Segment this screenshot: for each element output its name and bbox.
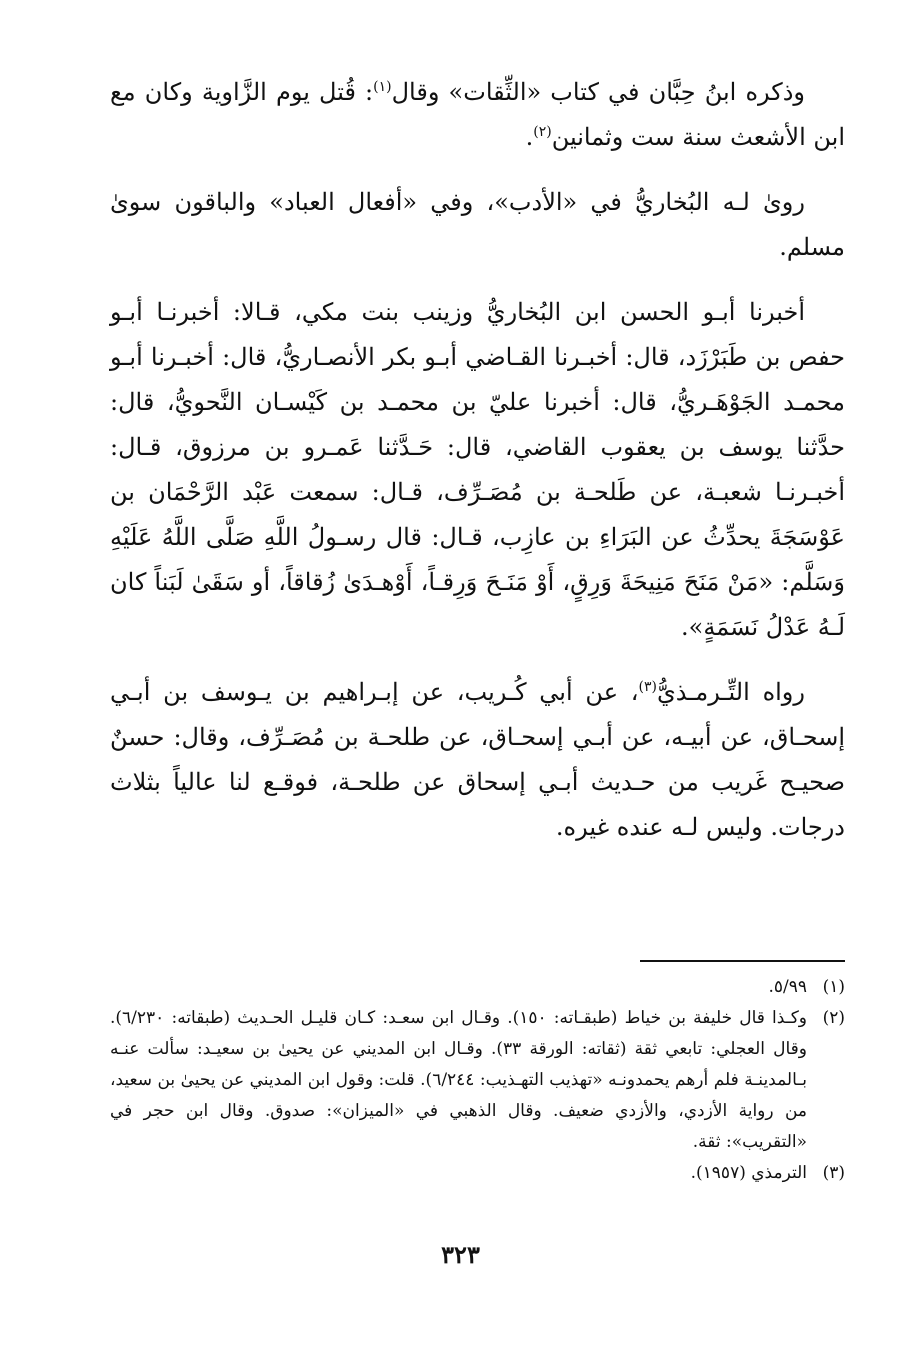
footnote-number: (٢) bbox=[822, 1008, 845, 1028]
footnote-number: (١) bbox=[822, 977, 845, 997]
main-text bbox=[110, 70, 845, 862]
footnote-ref-1: (١) bbox=[373, 79, 392, 95]
paragraph-text: أخبرنا أبـو الحسن ابن البُخاريُّ وزينب بنت مكي، قـالا: أخبرنـا أبـو حفص بن طَبَرْزَد، قال: أخبـرنا القـاضي أبـو بكر الأنصـاريُّ، قال: أخبـرنا أبـو محمـد الجَوْهَـريُّ، قال: أخبرنا عليّ بن محمـد بن كَيْسـان النَّحويُّ، قال: حدَّثنا يوسف بن يعقوب القاضي، قال: حَـدَّثنا عَمـرو بن مرزوق، قـال: أخبـرنـا شعبـة، عن طَلحـة بن مُصَـرِّف، قـال: سمعت عَبْد الرَّحْمَان بن عَوْسَجَةَ يحدِّثُ عن البَرَاءِ بن عازِب، قـال: قال رسـولُ اللَّهِ صَلَّى اللَّهُ عَلَيْهِ وَسَلَّم: «مَنْ مَنَحَ مَنِيحَةَ وَرِقٍ، أَوْ مَنَـحَ وَرِقـاً، أَوْهـدَىٰ زُقاقاً، أو سَقَىٰ لَبَناً كان لَـهُ عَدْلُ نَسَمَةٍ». bbox=[110, 298, 845, 641]
paragraph-text: : قُتل يوم الزَّاوية وكان مع ابن الأشعث سنة ست وثمانين bbox=[110, 78, 845, 151]
footnote-text: وكـذا قال خليفة بن خياط (طبقـاته: ١٥٠). وقـال ابن سعـد: كـان قليـل الحـديث (طبقاته: ٦/٢٣٠). وقال العجلي: تابعي ثقة (ثقاته: الورقة ٣٣). وقـال ابن المديني عن يحيىٰ بن سعيـد: سألت عنـه بـالمدينـة فلم أرهم يحمدونـه «تهذيب التهـذيب: ٦/٢٤٤). قلت: وقول ابن المديني عن يحيىٰ بن سعيد، من رواية الأزدي، والأزدي ضعيف. وقال الذهبي في «الميزان»: صدوق. وقال ابن حجر في «التقريب»: ثقة. bbox=[110, 1008, 808, 1152]
footnote-2 bbox=[110, 1003, 845, 1158]
footnote-separator bbox=[640, 960, 845, 962]
page-number: ٣٢٣ bbox=[441, 1240, 480, 1269]
footnote-text: ٥/٩٩. bbox=[768, 977, 807, 997]
paragraph-text: . bbox=[525, 123, 534, 151]
footnotes bbox=[110, 972, 845, 1189]
footnote-text: الترمذي (١٩٥٧). bbox=[690, 1163, 807, 1183]
paragraph-tirmidhi bbox=[110, 670, 845, 850]
paragraph-ibn-hibban bbox=[110, 70, 845, 160]
paragraph-text: ، عن أبي كُـريب، عن إبـراهيم بن يـوسف بن أبـي إسحـاق، عن أبيـه، عن أبـي إسحـاق، عن طلحـة بن مُصَـرِّف، وقال: حسنٌ صحيـح غَريب من حـديث أبـي إسحاق عن طلحـة، فوقـع لنا عالياً بثلاث درجات. وليس لـه عنده غيره. bbox=[110, 678, 845, 841]
paragraph-text: وذكره ابنُ حِبَّان في كتاب «الثِّقات» وقال bbox=[391, 78, 805, 106]
footnote-1 bbox=[110, 972, 845, 1003]
paragraph-text: روىٰ لـه البُخاريُّ في «الأدب»، وفي «أفعال العباد» والباقون سوىٰ مسلم. bbox=[110, 188, 845, 261]
paragraph-narrators bbox=[110, 180, 845, 270]
paragraph-hadith-chain bbox=[110, 290, 845, 650]
footnote-number: (٣) bbox=[822, 1163, 845, 1183]
footnote-ref-2: (٢) bbox=[533, 124, 552, 140]
paragraph-text: رواه التِّـرمـذيُّ bbox=[657, 678, 805, 706]
footnote-3 bbox=[110, 1158, 845, 1189]
footnote-ref-3: (٣) bbox=[638, 679, 658, 695]
